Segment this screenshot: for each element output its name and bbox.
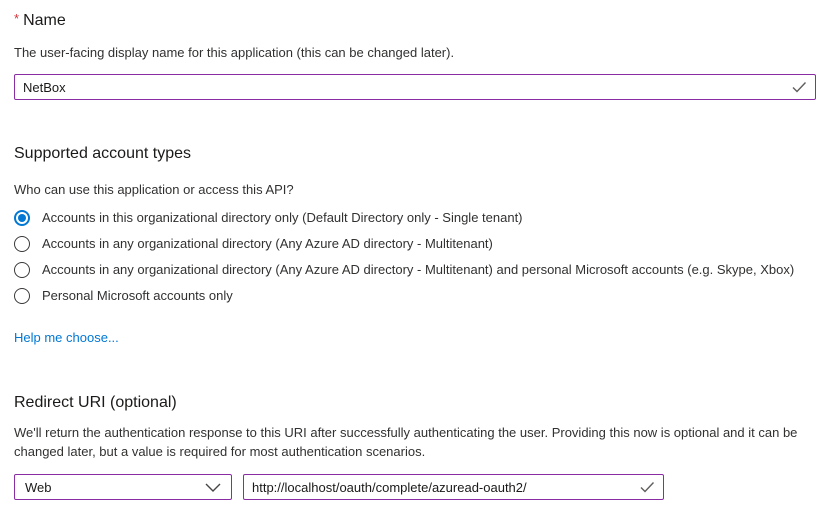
- account-type-option-multitenant[interactable]: [14, 231, 816, 257]
- redirect-uri-description: We'll return the authentication response to this URI after successfully authenticating the user. Providing this now is optional and it can be changed later, but a value is required for most authentication scenarios.: [14, 425, 798, 459]
- account-types-title: Supported account types: [14, 145, 192, 162]
- name-section-title-text: Name: [23, 12, 66, 29]
- help-me-choose-link[interactable]: Help me choose...: [14, 330, 119, 345]
- name-input-wrap: [14, 74, 816, 100]
- redirect-uri-section: [14, 392, 816, 500]
- account-types-section: [14, 143, 816, 347]
- radio-button[interactable]: [14, 262, 30, 278]
- required-asterisk: *: [14, 11, 20, 26]
- account-types-question: Who can use this application or access this API?: [14, 182, 294, 197]
- account-type-option-single-tenant[interactable]: [14, 205, 816, 231]
- radio-button[interactable]: [14, 288, 30, 304]
- radio-button[interactable]: [14, 236, 30, 252]
- platform-select[interactable]: [14, 474, 232, 500]
- account-type-option-multitenant-personal[interactable]: [14, 257, 816, 283]
- radio-label: Accounts in this organizational directory only (Default Directory only - Single tenant): [42, 210, 523, 225]
- radio-button[interactable]: [14, 210, 30, 226]
- name-description: The user-facing display name for this application (this can be changed later).: [14, 45, 455, 60]
- chevron-down-icon: [205, 483, 221, 492]
- redirect-uri-input[interactable]: [243, 474, 664, 500]
- redirect-uri-title: Redirect URI (optional): [14, 394, 177, 411]
- radio-label: Personal Microsoft accounts only: [42, 288, 233, 303]
- name-input[interactable]: [14, 74, 816, 100]
- radio-label: Accounts in any organizational directory (Any Azure AD directory - Multitenant): [42, 236, 493, 251]
- redirect-uri-row: [14, 474, 816, 500]
- redirect-uri-input-wrap: [243, 474, 664, 500]
- platform-select-value: Web: [25, 479, 52, 495]
- account-type-option-personal-only[interactable]: [14, 283, 816, 309]
- name-section: [14, 10, 816, 100]
- radio-label: Accounts in any organizational directory (Any Azure AD directory - Multitenant) and personal Microsoft accounts (e.g. Skype, Xbox): [42, 262, 795, 277]
- account-types-radio-group: [14, 205, 816, 309]
- name-section-title: [14, 10, 816, 31]
